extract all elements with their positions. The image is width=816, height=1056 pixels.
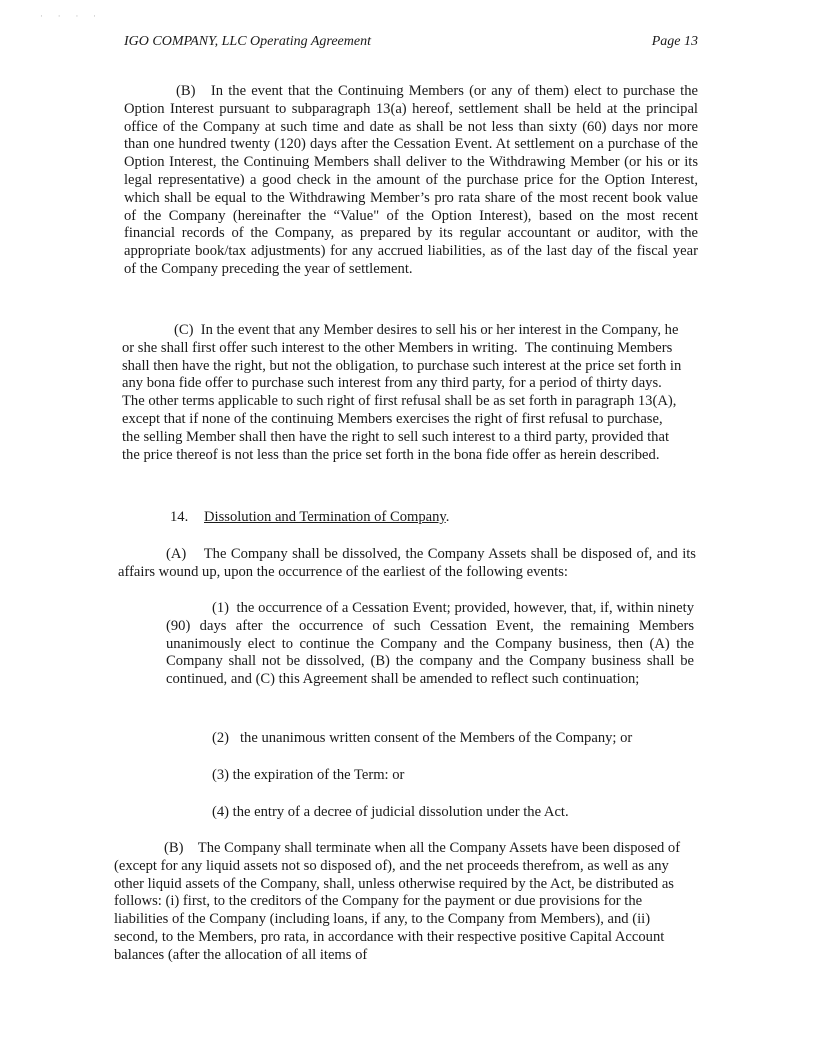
- document-title: IGO COMPANY, LLC Operating Agreement: [124, 34, 371, 49]
- paragraph-13b: (B) In the event that the Continuing Members (or any of them) elect to purchase the Option Interest pursuant to subparagraph 13(a) hereof, settlement shall be held at the principal office of the Company at such time and date as shall be not less than sixty (60) days nor more than one hundred twenty (120) days after the Cessation Event. At settlement on a purchase of the Option Interest, the Continuing Members shall deliver to the Withdrawing Member (or his or its legal representative) a good check in the amount of the purchase price for the Option Interest, which shall be equal to the Withdrawing Member’s pro rata share of the most recent book value of the Company (hereinafter the “Value" of the Option Interest), based on the most recent financial records of the Company, as prepared by its regular accountant or auditor, with the appropriate book/tax adjustments) for any accrued liabilities, as of the last day of the fiscal year of the Company preceding the year of settlement.: [124, 83, 698, 277]
- list-item-3: (3) the expiration of the Term: or: [212, 767, 405, 783]
- page-header: [124, 34, 698, 54]
- list-item-1: (1) the occurrence of a Cessation Event; provided, however, that, if, within ninety (90) days after the occurrence of such Cessation Event, the remaining Members unanimously elect to continue the Company and the Company business, then (A) the Company shall not be dissolved, (B) the company and the Company business shall be continued, and (C) this Agreement shall be amended to reflect such continuation;: [166, 600, 694, 688]
- paragraph-13c: (C) In the event that any Member desires to sell his or her interest in the Company, he or she shall first offer such interest to the other Members in writing. The continuing Members shall then have the right, but not the obligation, to purchase such interest at the price set forth in any bona fide offer to purchase such interest from any third party, for a period of thirty days. The other terms applicable to such right of first refusal shall be as set forth in paragraph 13(A), except that if none of the continuing Members exercises the right of first refusal to purchase, the selling Member shall then have the right to sell such interest to a third party, provided that the price thereof is not less than the price set forth in the bona fide offer as herein described.: [122, 322, 682, 463]
- list-item-2: (2) the unanimous written consent of the Members of the Company; or: [212, 730, 633, 746]
- section-title-period: .: [445, 509, 450, 525]
- section-14-heading: [170, 508, 449, 526]
- list-item-4: (4) the entry of a decree of judicial dissolution under the Act.: [212, 804, 569, 820]
- section-title: Dissolution and Termination of Company: [204, 509, 446, 525]
- paragraph-14b: (B) The Company shall terminate when all the Company Assets have been disposed of (except for any liquid assets not so disposed of), and the net proceeds therefrom, as well as any other liquid assets of the Company, shall, unless otherwise required by the Act, be distributed as follows: (i) first, to the creditors of the Company for the payment or due provisions for the liabilities of the Company (including loans, if any, to the Company from Members), and (ii) second, to the Members, pro rata, in accordance with their respective positive Capital Account balances (after the allocation of all items of: [114, 840, 681, 963]
- paragraph-14a: (A) The Company shall be dissolved, the Company Assets shall be disposed of, and its affairs wound up, upon the occurrence of the earliest of the following events:: [118, 546, 696, 580]
- section-number: 14.: [170, 509, 189, 525]
- scan-artifact-marks: · · · ·: [40, 12, 103, 22]
- page-number: Page 13: [651, 34, 698, 49]
